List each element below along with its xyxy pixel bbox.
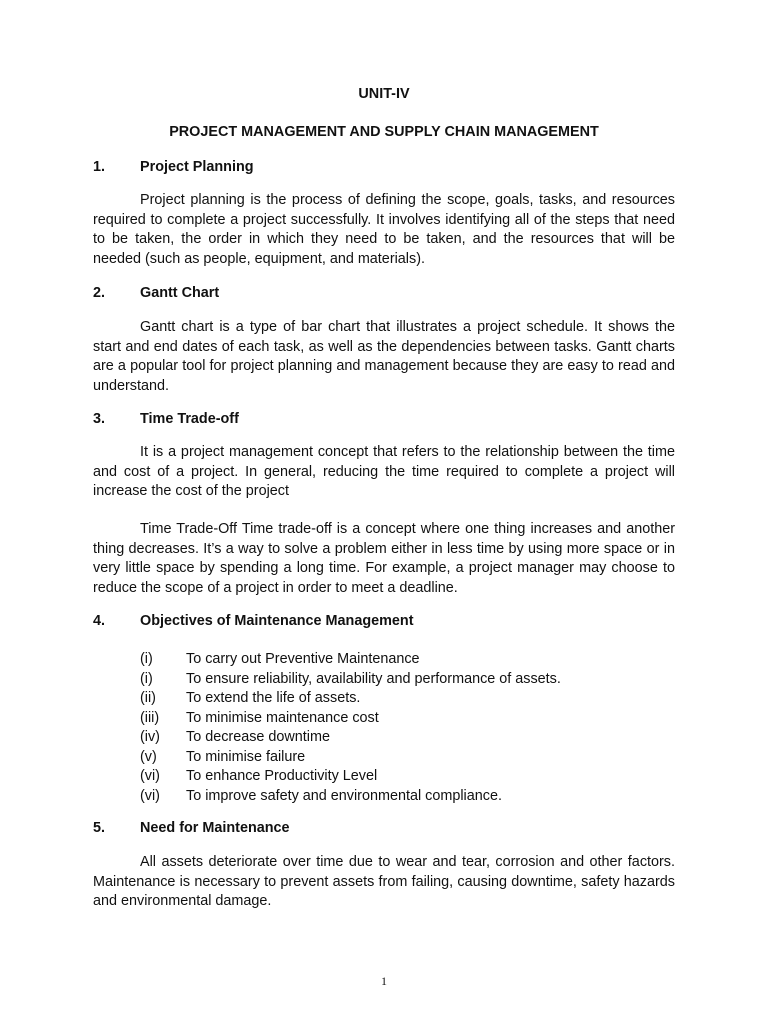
list-item: [140, 650, 561, 670]
section-title: Need for Maintenance: [140, 820, 290, 836]
list-item: [140, 670, 561, 690]
section-title: Objectives of Maintenance Management: [140, 613, 414, 629]
section-heading-gantt-chart: [93, 285, 219, 301]
list-text: To improve safety and environmental compliance.: [186, 787, 502, 804]
list-text: To ensure reliability, availability and performance of assets.: [186, 670, 561, 687]
list-marker: (iv): [140, 729, 160, 745]
section-title: Gantt Chart: [140, 285, 220, 301]
list-item: [140, 689, 561, 709]
list-text: To minimise maintenance cost: [186, 709, 379, 726]
list-marker: (ii): [140, 690, 156, 706]
document-title: PROJECT MANAGEMENT AND SUPPLY CHAIN MANAGEMENT: [169, 124, 599, 140]
list-item: [140, 787, 561, 807]
list-marker: (iii): [140, 709, 160, 726]
paragraph-project-planning: Project planning is the process of defining the scope, goals, tasks, and resources required to complete a project successfully. It involves identifying all of the steps that need to be taken, the order in which they need to be taken, and the resources that will be needed (such as people, equipment, and materials).: [93, 192, 675, 267]
section-heading-project-planning: [93, 159, 254, 175]
list-text: To extend the life of assets.: [186, 690, 361, 706]
paragraph-time-trade-off-2: Time Trade-Off Time trade-off is a concept where one thing increases and another thing decreases. It’s a way to solve a problem either in less time by using more space or in very little space by spending a long time. For example, a project manager may choose to reduce the scope of a project in order to meet a deadline.: [93, 521, 675, 596]
list-text: To decrease downtime: [186, 729, 330, 745]
list-marker: (i): [140, 651, 153, 667]
list-text: To carry out Preventive Maintenance: [186, 651, 420, 667]
section-number: 5.: [93, 820, 106, 836]
unit-title: UNIT-IV: [358, 86, 410, 102]
list-marker: (vi): [140, 787, 160, 804]
section-title: Time Trade-off: [140, 411, 239, 427]
section-heading-maintenance-objectives: [93, 613, 414, 629]
section-number: 4.: [93, 613, 106, 629]
section-heading-time-trade-off: [93, 411, 239, 427]
list-text: To enhance Productivity Level: [186, 768, 378, 784]
objectives-list: [140, 650, 561, 806]
section-number: 3.: [93, 411, 106, 427]
paragraph-need-for-maintenance: All assets deteriorate over time due to wear and tear, corrosion and other factors. Maintenance is necessary to prevent assets from failing, causing downtime, safety hazards and environmental damage.: [93, 854, 675, 909]
paragraph-time-trade-off-1: It is a project management concept that refers to the relationship between the time and cost of a project. In general, reducing the time required to complete a project will increase the cost of the project: [93, 444, 675, 499]
list-marker: (v): [140, 748, 157, 765]
list-item: [140, 748, 561, 768]
section-title: Project Planning: [140, 159, 254, 175]
page-number: 1: [381, 974, 387, 988]
list-text: To minimise failure: [186, 748, 306, 765]
paragraph-gantt-chart: Gantt chart is a type of bar chart that illustrates a project schedule. It shows the start and end dates of each task, as well as the dependencies between tasks. Gantt charts are a popular tool for project planning and management because they are easy to read and understand.: [93, 319, 675, 394]
list-item: [140, 767, 561, 787]
section-number: 1.: [93, 159, 106, 175]
list-marker: (vi): [140, 768, 160, 784]
list-item: [140, 728, 561, 748]
section-number: 2.: [93, 285, 106, 301]
list-item: [140, 709, 561, 729]
section-heading-need-for-maintenance: [93, 820, 290, 836]
list-marker: (i): [140, 670, 153, 687]
